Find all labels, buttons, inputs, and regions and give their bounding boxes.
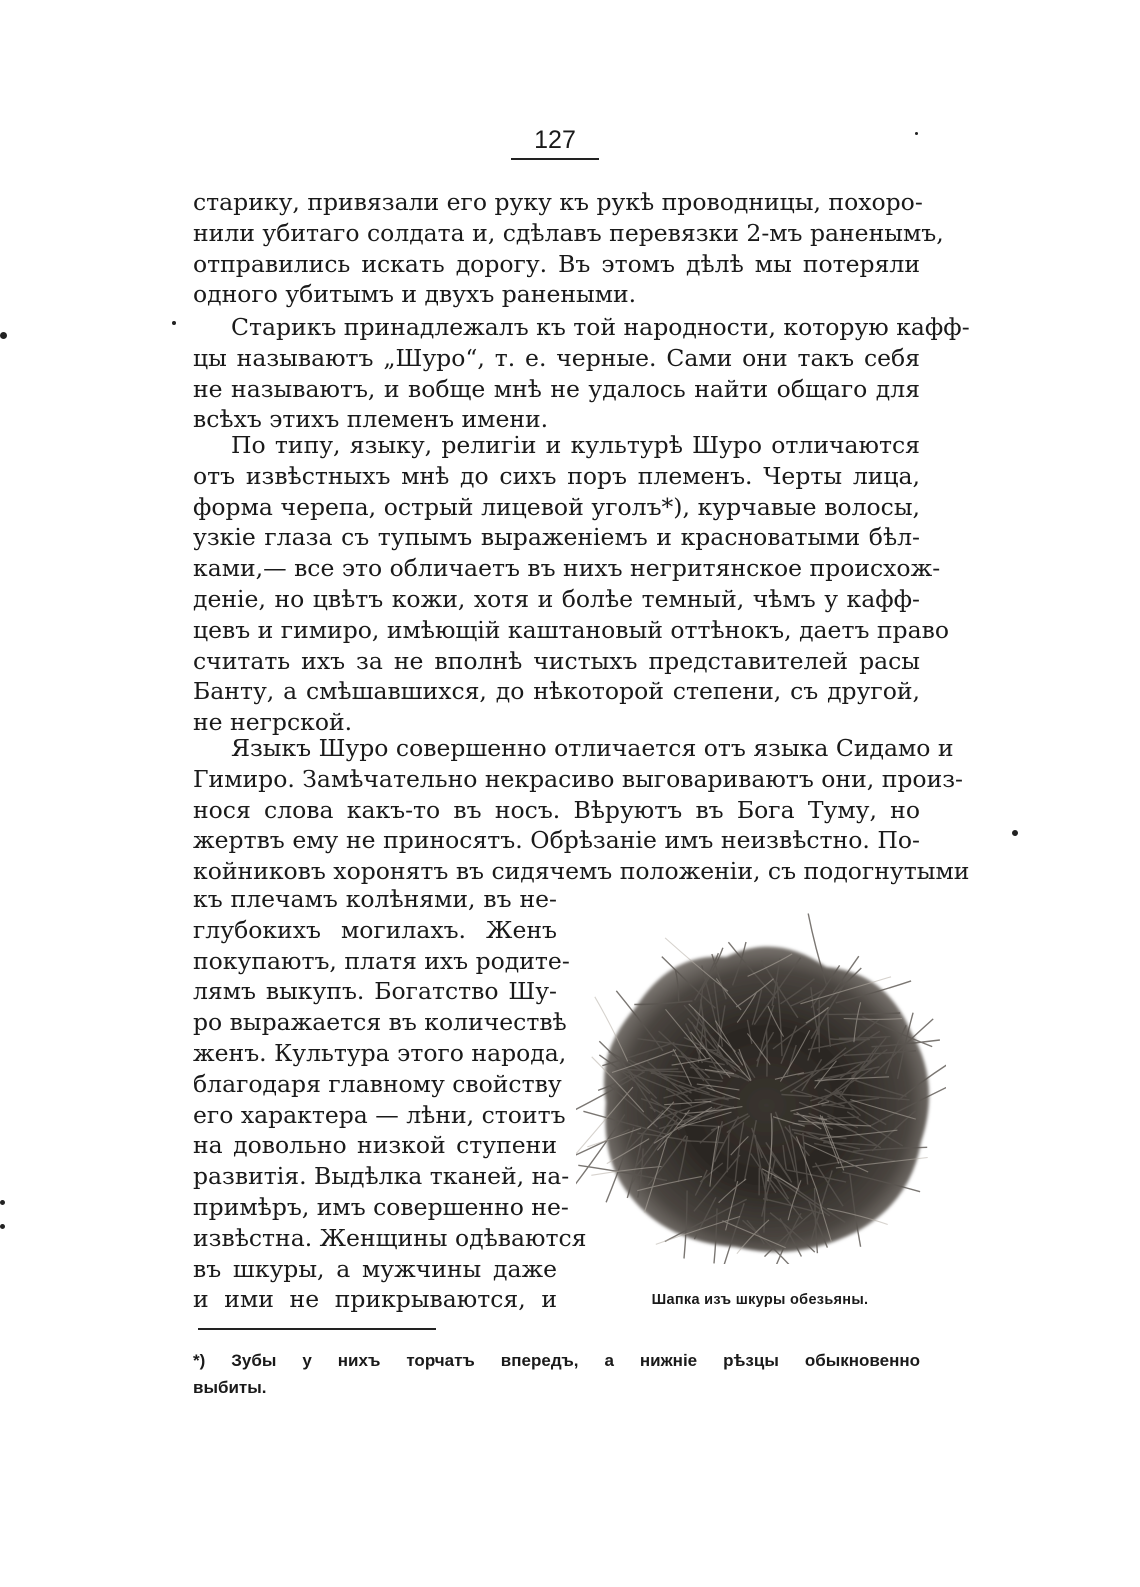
text-line: къ плечамъ колѣнями, въ не- [193,885,557,913]
text-line: не называютъ, и вобще мнѣ не удалось найти общаго для [193,374,920,403]
text-line: Старикъ принадлежалъ къ той народности, которую кафф- [231,313,970,341]
text-line: Гимиро. Замѣчательно некрасиво выговариваютъ они, произ- [193,764,963,793]
text-line: цевъ и гимиро, имѣющій каштановый оттѣнокъ, даетъ право [193,615,949,644]
text-line: всѣхъ этихъ племенъ имени. [193,405,549,434]
text-line: одного убитымъ и двухъ ранеными. [193,280,637,309]
margin-mark [172,321,176,325]
footnote [193,1347,920,1401]
text-line: Банту, а смѣшавшихся, до нѣкоторой степени, съ другой, [193,677,920,706]
text-line: извѣстна. Женщины одѣваются [193,1223,587,1252]
text-line: женъ. Культура этого народа, [193,1038,567,1067]
text-line: на довольно низкой ступени [193,1131,557,1160]
text-line: благодаря главному свойству [193,1069,562,1098]
fur-hat-photo [576,912,946,1264]
text-line: развитія. Выдѣлка тканей, на- [193,1162,570,1191]
text-line: ками,— все это обличаетъ въ нихъ негритянское происхож- [193,554,941,583]
fur-strand [767,1029,768,1076]
page-number: 127 [534,126,576,154]
footnote-line: выбиты. [193,1378,267,1397]
text-line: жертвъ ему не приносятъ. Обрѣзаніе имъ неизвѣстно. По- [193,826,920,855]
paragraph-2 [193,312,970,435]
text-line: покупаютъ, платя ихъ родите- [193,946,570,975]
text-line: нося слова какъ-то въ носъ. Вѣруютъ въ Бога Туму, но [193,795,920,824]
text-line: считать ихъ за не вполнѣ чистыхъ представителей расы [193,646,920,675]
text-line: форма черепа, острый лицевой уголъ*), курчавые волосы, [193,492,920,521]
text-line: глубокихъ могилахъ. Женъ [193,915,557,944]
text-line: цы называютъ „Шуро“, т. е. черные. Сами они такъ себя [193,343,920,372]
text-line: койниковъ хоронятъ въ сидячемъ положеніи, съ подогнутыми [193,857,970,886]
text-line: Языкъ Шуро совершенно отличается отъ языка Сидамо и [231,734,954,762]
text-line: отъ извѣстныхъ мнѣ до сихъ поръ племенъ. Черты лица, [193,461,920,490]
text-line: нили убитаго солдата и, сдѣлавъ перевязки 2-мъ раненымъ, [193,218,944,247]
paragraph-3 [193,430,949,738]
text-line: деніе, но цвѣтъ кожи, хотя и болѣе темный, чѣмъ у кафф- [193,584,920,613]
fur-strand [645,1069,678,1070]
text-line: ро выражается въ количествѣ [193,1008,567,1037]
text-line: старику, привязали его руку къ рукѣ проводницы, похоро- [193,188,923,216]
text-line: узкіе глаза съ тупымъ выраженіемъ и красноватыми бѣл- [193,523,920,552]
text-line: отправились искать дорогу. Въ этомъ дѣлѣ мы потеряли [193,249,920,278]
paragraph-4 [193,733,970,887]
margin-mark [0,332,7,339]
footnote-rule [198,1328,436,1330]
text-line: въ шкуры, а мужчины даже [193,1254,557,1283]
paragraph-4-wrapped-column [193,884,587,1315]
text-line: и ими не прикрываются, и [193,1285,557,1314]
text-line: не негрской. [193,708,353,737]
margin-mark [1012,830,1018,836]
paragraph-1 [193,187,944,310]
figure-caption: Шапка изъ шкуры обезьяны. [651,1292,869,1308]
text-line: его характера — лѣни, стоитъ [193,1100,566,1129]
text-line: По типу, языку, религіи и культурѣ Шуро отличаются [231,431,920,459]
page-number-rule [511,158,599,160]
margin-mark [0,1200,5,1205]
text-line: лямъ выкупъ. Богатство Шу- [193,977,557,1006]
text-line: примѣръ, имъ совершенно не- [193,1192,569,1221]
margin-mark [915,132,918,135]
footnote-line: *) Зубы у нихъ торчатъ впередъ, а нижніе рѣзцы обыкновенно [193,1351,920,1370]
margin-mark [0,1224,5,1229]
